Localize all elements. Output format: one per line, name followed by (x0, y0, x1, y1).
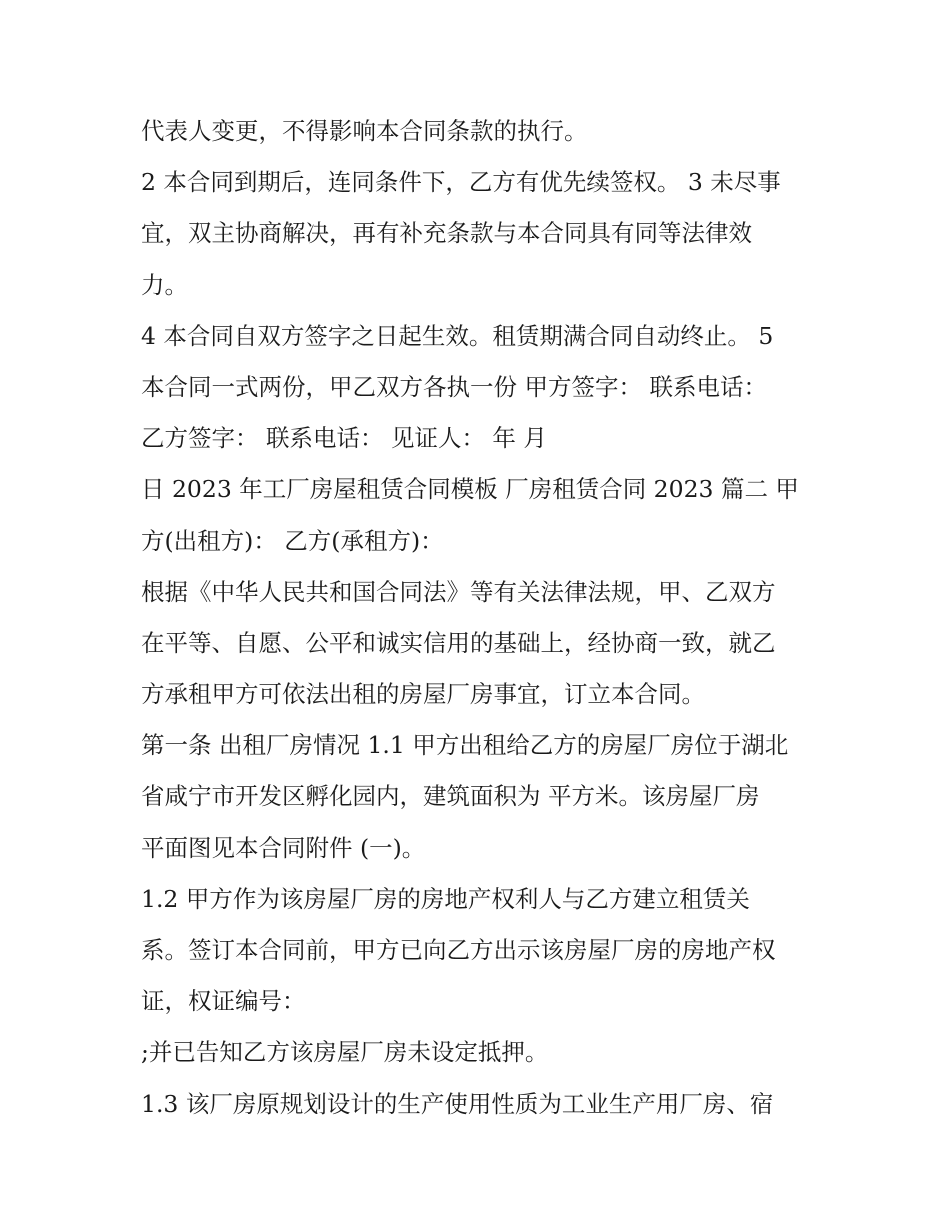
text-line: 在平等、自愿、公平和诚实信用的基础上，经协商一致，就乙 (141, 628, 776, 657)
document-body (141, 109, 821, 1133)
text-line: 方承租甲方可依法出租的房屋厂房事宜，订立本合同。 (141, 680, 705, 709)
text-line: 乙方签字： 联系电话： 见证人： 年 月 (141, 424, 547, 453)
text-line: 根据《中华人民共和国合同法》等有关法律法规，甲、乙双方 (141, 577, 776, 606)
text-line: 方(出租方)： 乙方(承租方)： (141, 526, 444, 555)
text-line: 2 本合同到期后，连同条件下，乙方有优先续签权。 3 未尽事 (141, 168, 781, 197)
text-line: 1.3 该厂房原规划设计的生产使用性质为工业生产用厂房、宿 (141, 1089, 774, 1118)
text-line: 第一条 出租厂房情况 1.1 甲方出租给乙方的房屋厂房位于湖北 (141, 731, 789, 760)
text-line: 代表人变更，不得影响本合同条款的执行。 (141, 117, 588, 145)
text-line: 平面图见本合同附件 (一)。 (141, 833, 426, 862)
text-line: 证，权证编号： (141, 987, 306, 1016)
text-line: 1.2 甲方作为该房屋厂房的房地产权利人与乙方建立租赁关 (141, 884, 750, 913)
text-line: 日 2023 年工厂房屋租赁合同模板 厂房租赁合同 2023 篇二 甲 (141, 475, 799, 504)
text-line: 本合同一式两份，甲乙双方各执一份 甲方签字： 联系电话： (141, 372, 767, 401)
text-line: 力。 (141, 270, 188, 299)
text-line: 4 本合同自双方签字之日起生效。租赁期满合同自动终止。 5 (141, 321, 774, 350)
text-line: 系。签订本合同前，甲方已向乙方出示该房屋厂房的房地产权 (141, 936, 776, 964)
text-line: 宜，双主协商解决，再有补充条款与本合同具有同等法律效 (141, 219, 752, 248)
text-line: ;并已告知乙方该房屋厂房未设定抵押。 (141, 1038, 549, 1067)
text-line: 省咸宁市开发区孵化园内，建筑面积为 平方米。该房屋厂房 (141, 782, 760, 811)
